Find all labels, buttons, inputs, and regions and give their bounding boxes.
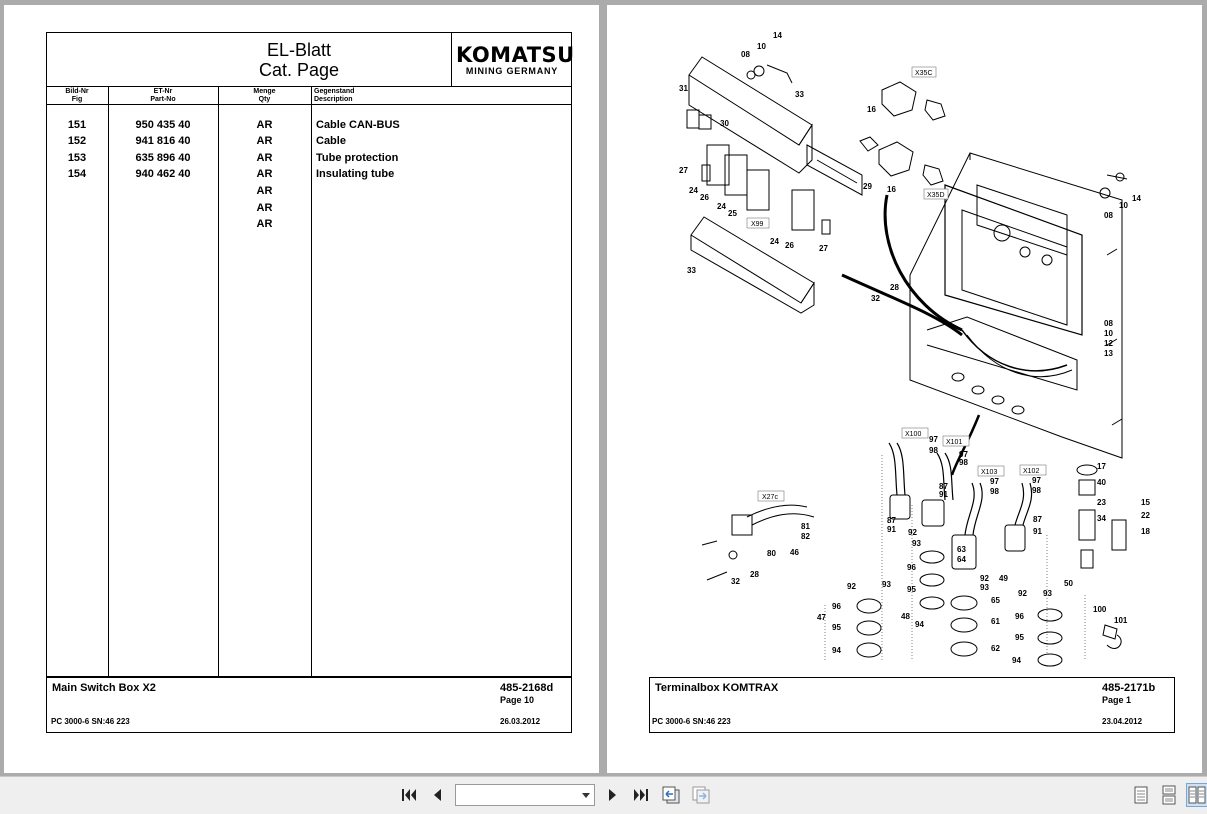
svg-text:X102: X102	[1023, 468, 1040, 475]
last-page-icon	[632, 787, 650, 803]
svg-text:28: 28	[890, 283, 899, 292]
viewer-toolbar	[0, 776, 1207, 814]
svg-text:16: 16	[867, 105, 876, 114]
svg-text:26: 26	[785, 241, 794, 250]
cell-qty: AR	[256, 185, 273, 197]
footer-machine: PC 3000-6 SN:46 223	[51, 717, 130, 726]
table-row	[46, 152, 572, 168]
svg-text:24: 24	[717, 202, 726, 211]
svg-text:93: 93	[912, 539, 921, 548]
go-back-icon	[661, 785, 683, 805]
svg-text:96: 96	[832, 602, 841, 611]
col-header-fig	[46, 88, 108, 104]
logo-text: KOMATSU	[456, 43, 575, 67]
svg-text:12: 12	[1104, 339, 1113, 348]
cable-gland-drawing	[702, 443, 1126, 666]
previous-page-button[interactable]	[428, 783, 446, 807]
svg-text:18: 18	[1141, 527, 1150, 536]
svg-text:23: 23	[1097, 498, 1106, 507]
table-row	[46, 119, 572, 135]
last-page-button[interactable]	[630, 783, 652, 807]
svg-text:101: 101	[1114, 616, 1128, 625]
footer-doc-number: 485-2168d	[500, 682, 554, 694]
col-desc-en: Description	[314, 96, 353, 103]
cell-part: 950 435 40	[135, 119, 191, 131]
cell-desc: Insulating tube	[316, 168, 395, 180]
col-qty-en: Qty	[258, 96, 271, 103]
svg-text:32: 32	[731, 577, 740, 586]
go-back-button[interactable]	[660, 783, 684, 807]
svg-text:31: 31	[679, 84, 688, 93]
svg-text:94: 94	[832, 646, 841, 655]
col-part-de: ET-Nr	[153, 88, 173, 95]
logo-divider	[451, 32, 452, 86]
svg-text:24: 24	[689, 186, 698, 195]
svg-text:100: 100	[1093, 605, 1107, 614]
exploded-parts-drawing	[607, 5, 1202, 673]
page-title-en: Cat. Page	[258, 60, 340, 80]
cell-qty: AR	[256, 135, 273, 147]
svg-text:15: 15	[1141, 498, 1150, 507]
col-fig-en: Fig	[71, 96, 83, 103]
svg-text:95: 95	[907, 585, 916, 594]
svg-text:13: 13	[1104, 349, 1113, 358]
svg-text:X35C: X35C	[915, 70, 933, 77]
cell-qty: AR	[256, 119, 273, 131]
single-page-view-icon	[1133, 785, 1149, 805]
svg-text:95: 95	[1015, 633, 1024, 642]
svg-text:65: 65	[991, 596, 1000, 605]
svg-text:93: 93	[1043, 589, 1052, 598]
footer-doc-number: 485-2171b	[1102, 682, 1156, 694]
svg-text:32: 32	[871, 294, 880, 303]
svg-text:50: 50	[1064, 579, 1073, 588]
svg-text:81: 81	[801, 522, 810, 531]
page-number-select[interactable]	[455, 784, 595, 806]
next-page-button[interactable]	[604, 783, 622, 807]
col-fig-de: Bild-Nr	[65, 88, 89, 95]
cell-fig: 152	[67, 135, 87, 147]
terminal-strip-drawing	[687, 57, 862, 313]
svg-text:30: 30	[720, 119, 729, 128]
svg-text:92: 92	[1018, 589, 1027, 598]
svg-text:91: 91	[1033, 527, 1042, 536]
chevron-down-icon	[582, 793, 590, 799]
cell-part: 940 462 40	[135, 168, 191, 180]
svg-text:61: 61	[991, 617, 1000, 626]
svg-text:X101: X101	[946, 439, 963, 446]
table-row	[46, 218, 572, 234]
prev-page-icon	[431, 787, 443, 803]
footer-title: Main Switch Box X2	[52, 682, 156, 694]
table-row	[46, 185, 572, 201]
svg-text:08: 08	[1104, 211, 1113, 220]
svg-text:48: 48	[901, 612, 910, 621]
cell-fig: 153	[67, 152, 87, 164]
svg-text:10: 10	[757, 42, 766, 51]
footer-page-number: Page 10	[500, 695, 535, 705]
first-page-icon	[400, 787, 418, 803]
svg-text:27: 27	[679, 166, 688, 175]
svg-text:96: 96	[1015, 612, 1024, 621]
svg-text:40: 40	[1097, 478, 1106, 487]
svg-text:14: 14	[773, 31, 782, 40]
svg-text:87: 87	[887, 516, 896, 525]
svg-text:98: 98	[990, 487, 999, 496]
svg-text:92: 92	[908, 528, 917, 537]
svg-text:92: 92	[847, 582, 856, 591]
svg-text:62: 62	[991, 644, 1000, 653]
cell-fig: 154	[67, 168, 87, 180]
col-qty-de: Menge	[253, 88, 276, 95]
footer-page-number: Page 1	[1102, 695, 1132, 705]
table-row	[46, 202, 572, 218]
svg-text:28: 28	[750, 570, 759, 579]
cell-part: 635 896 40	[135, 152, 191, 164]
svg-text:24: 24	[770, 237, 779, 246]
continuous-view-button[interactable]	[1158, 783, 1180, 807]
svg-text:94: 94	[915, 620, 924, 629]
first-page-button[interactable]	[398, 783, 420, 807]
cell-desc: Tube protection	[316, 152, 399, 164]
svg-text:98: 98	[929, 446, 938, 455]
left-catalog-page	[4, 5, 599, 773]
single-page-view-button[interactable]	[1130, 783, 1152, 807]
svg-text:94: 94	[1012, 656, 1021, 665]
page-title-de: EL-Blatt	[266, 40, 332, 60]
svg-text:97: 97	[990, 477, 999, 486]
svg-text:98: 98	[1032, 486, 1041, 495]
svg-text:80: 80	[767, 549, 776, 558]
footer-title: Terminalbox KOMTRAX	[655, 682, 779, 694]
svg-text:X27c: X27c	[762, 494, 778, 501]
svg-text:96: 96	[907, 563, 916, 572]
svg-text:47: 47	[817, 613, 826, 622]
svg-text:08: 08	[741, 50, 750, 59]
svg-text:26: 26	[700, 193, 709, 202]
svg-text:10: 10	[1119, 201, 1128, 210]
logo-subtitle: MINING GERMANY	[465, 66, 559, 76]
svg-text:87: 87	[939, 482, 948, 491]
komatsu-logo	[456, 43, 575, 67]
header-divider	[46, 86, 572, 87]
column-header-divider	[46, 104, 572, 105]
connector-drawing	[747, 65, 1127, 198]
cell-qty: AR	[256, 168, 273, 180]
svg-text:63: 63	[957, 545, 966, 554]
svg-text:X103: X103	[981, 469, 998, 476]
footer-machine: PC 3000-6 SN:46 223	[652, 717, 731, 726]
svg-text:16: 16	[887, 185, 896, 194]
svg-text:33: 33	[795, 90, 804, 99]
col-header-part	[108, 88, 218, 104]
col-header-desc	[314, 88, 354, 104]
svg-text:91: 91	[887, 525, 896, 534]
svg-text:93: 93	[882, 580, 891, 589]
svg-text:X100: X100	[905, 431, 922, 438]
svg-text:34: 34	[1097, 514, 1106, 523]
svg-text:97: 97	[1032, 476, 1041, 485]
svg-text:93: 93	[980, 583, 989, 592]
cell-part: 941 816 40	[135, 135, 191, 147]
svg-text:97: 97	[929, 435, 938, 444]
svg-text:82: 82	[801, 532, 810, 541]
svg-text:25: 25	[728, 209, 737, 218]
svg-text:97: 97	[959, 450, 968, 459]
svg-text:14: 14	[1132, 194, 1141, 203]
table-row	[46, 135, 572, 151]
svg-text:92: 92	[980, 574, 989, 583]
right-drawing-page	[607, 5, 1202, 773]
svg-text:10: 10	[1104, 329, 1113, 338]
col-part-en: Part-No	[150, 96, 176, 103]
facing-view-button[interactable]	[1186, 783, 1207, 807]
svg-text:08: 08	[1104, 319, 1113, 328]
continuous-view-icon	[1161, 785, 1177, 805]
svg-text:98: 98	[959, 458, 968, 467]
footer-date: 23.04.2012	[1102, 717, 1143, 726]
next-page-icon	[607, 787, 619, 803]
cell-qty: AR	[256, 218, 273, 230]
svg-text:87: 87	[1033, 515, 1042, 524]
col-header-qty	[218, 88, 311, 104]
cell-fig: 151	[67, 119, 87, 131]
svg-text:29: 29	[863, 182, 872, 191]
cell-qty: AR	[256, 152, 273, 164]
cell-desc: Cable CAN-BUS	[316, 119, 400, 131]
go-forward-button[interactable]	[690, 783, 714, 807]
table-row	[46, 168, 572, 184]
col-desc-de: Gegenstand	[314, 88, 355, 95]
cell-desc: Cable	[316, 135, 346, 147]
go-forward-icon	[691, 785, 713, 805]
svg-text:22: 22	[1141, 511, 1150, 520]
svg-text:91: 91	[939, 490, 948, 499]
svg-text:X99: X99	[751, 221, 764, 228]
svg-text:49: 49	[999, 574, 1008, 583]
svg-text:33: 33	[687, 266, 696, 275]
footer-date: 26.03.2012	[500, 717, 541, 726]
svg-text:17: 17	[1097, 462, 1106, 471]
svg-text:X35D: X35D	[927, 192, 945, 199]
svg-text:46: 46	[790, 548, 799, 557]
svg-text:95: 95	[832, 623, 841, 632]
facing-view-icon	[1188, 785, 1206, 805]
svg-text:27: 27	[819, 244, 828, 253]
cell-qty: AR	[256, 202, 273, 214]
svg-text:64: 64	[957, 555, 966, 564]
